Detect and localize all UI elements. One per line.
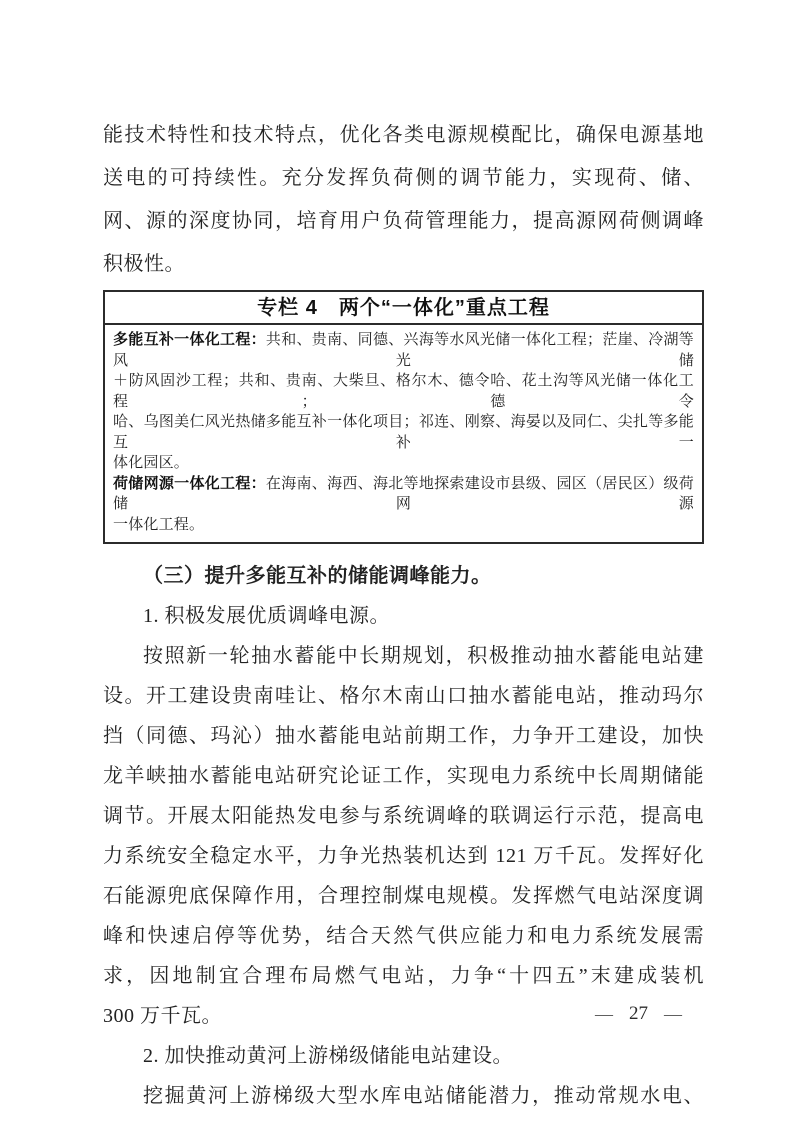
text-segment: 在海南、海西、海北等地探索建设市县级、园区（居民区）级荷储网源 [113,475,694,512]
text-line: 调节。开展太阳能热发电参与系统调峰的联调运行示范，提高电 [103,805,704,827]
text-line: 哈、乌图美仁风光热储多能互补一体化项目；祁连、刚察、海晏以及同仁、尖扎等多能互补一 [113,414,694,451]
text-line: 龙羊峡抽水蓄能电站研究论证工作，实现电力系统中长周期储能 [103,765,704,787]
page-number: 27 [629,1003,648,1024]
text-line: 1. 积极发展优质调峰电源。 [143,605,390,627]
text-line [113,330,694,371]
text-line: 峰和快速启停等优势，结合天然气供应能力和电力系统发展需 [103,925,704,947]
text-line: 求，因地制宜合理布局燃气电站，力争“十四五”末建成装机 [103,965,704,987]
bold-label: 荷储网源一体化工程： [113,474,266,492]
text-line: ＋防风固沙工程；共和、贵南、大柴旦、格尔木、德令哈、花土沟等风光储一体化工程；德令 [113,373,694,410]
main-text [103,556,704,1116]
text-line [113,474,694,515]
text-line: 送电的可持续性。充分发挥负荷侧的调节能力，实现荷、储、 [103,167,704,189]
text-content [103,114,704,1116]
box-title: 专栏 4 两个“一体化”重点工程 [105,292,702,325]
text-line: 能技术特性和技术特点，优化各类电源规模配比，确保电源基地 [103,124,704,146]
highlight-box [103,290,704,544]
text-line: 石能源兜底保障作用，合理控制煤电规模。发挥燃气电站深度调 [103,885,704,907]
text-line: 力系统安全稳定水平，力争光热装机达到 121 万千瓦。发挥好化 [103,845,704,867]
text-line: 300 万千瓦。 [103,1005,222,1027]
text-line: 设。开工建设贵南哇让、格尔木南山口抽水蓄能电站，推动玛尔 [103,685,704,707]
footer-dash-left: — [595,1003,613,1024]
text-line: 挖掘黄河上游梯级大型水库电站储能潜力，推动常规水电、 [143,1085,704,1107]
text-line: 网、源的深度协同，培育用户负荷管理能力，提高源网荷侧调峰 [103,210,704,232]
text-line: 一体化工程。 [113,516,205,533]
text-line: 挡（同德、玛沁）抽水蓄能电站前期工作，力争开工建设，加快 [103,725,704,747]
text-segment: 共和、贵南、同德、兴海等水风光储一体化工程；茫崖、冷湖等风光储 [113,332,694,369]
text-line: （三）提升多能互补的储能调峰能力。 [143,565,492,587]
intro-paragraph [103,114,704,286]
text-line: 积极性。 [103,253,185,275]
bold-label: 多能互补一体化工程： [113,331,266,348]
box-body [105,325,702,542]
text-line: 按照新一轮抽水蓄能中长期规划，积极推动抽水蓄能电站建 [143,645,704,667]
text-line: 体化园区。 [113,455,190,471]
page-footer [595,1003,682,1025]
text-line: 2. 加快推动黄河上游梯级储能电站建设。 [143,1045,513,1067]
footer-dash-right: — [664,1003,682,1024]
